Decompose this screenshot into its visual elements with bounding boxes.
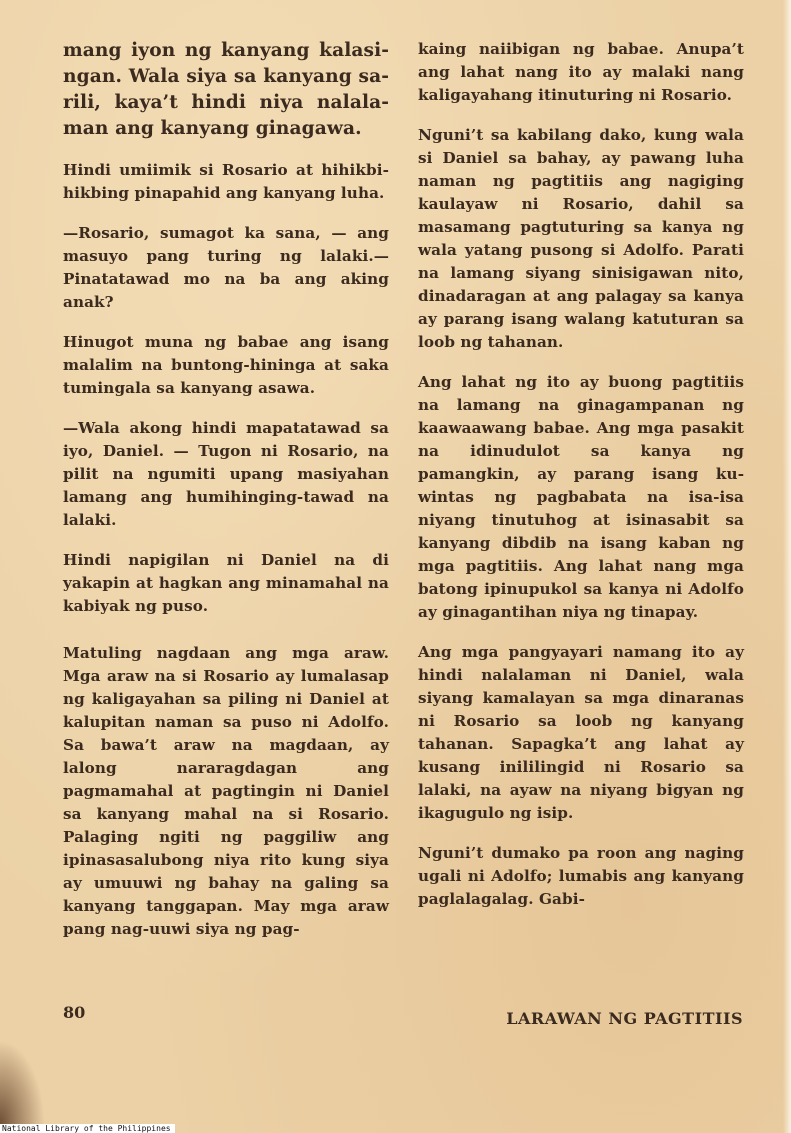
right-column [418, 38, 744, 911]
paragraph: mang iyon ng kanyang kalasingan. Wala siya sa kanyang sarili, kaya’t hindi niya nalalaman ang kanyang ginagawa. [63, 40, 389, 139]
page-edge [783, 0, 791, 1133]
paragraph: Ang lahat ng ito ay buong pagtitiis na lamang na ginagampanan ng kaawaawang babae. Ang mga pasakit na idinudulot sa kanya ng pamangkin, ay parang isang kuwintas ng pagbabata na isa-isa niyang tinutuhog at isinasabit sa kanyang dibdib na isang kaban ng mga pagtitiis. Ang lahat nang mga batong ipinupukol sa kanya ni Adolfo ay ginagantihan niya ng tinapay. [418, 373, 744, 621]
scan-credit: National Library of the Philippines [0, 1124, 175, 1133]
paragraph: —Wala akong hindi mapatatawad sa iyo, Daniel. — Tugon ni Rosario, na pilit na ngumiti upang masiyahan lamang ang humihinging-tawad na lalaki. [63, 419, 389, 529]
paragraph: —Rosario, sumagot ka sana, — ang masuyo pang turing ng lalaki.—Pinatatawad mo na ba ang aking anak? [63, 224, 389, 311]
paragraph: Ang mga pangyayari namang ito ay hindi nalalaman ni Daniel, wala siyang kamalayan sa mga dinaranas ni Rosario sa loob ng kanyang tahanan. Sapagka’t ang lahat ay kusang inililingid ni Rosario sa lalaki, na ayaw na niyang bigyan ng ikagugulo ng isip. [418, 643, 744, 822]
paragraph: Nguni’t sa kabilang dako, kung wala si Daniel sa bahay, ay pawang luha naman ng pagtitiis ang nagiging kaulayaw ni Rosario, dahil sa masamang pagtuturing sa kanya ng wala yatang pusong si Adolfo. Parati na lamang siyang sinisigawan nito, dinadaragan at ang palagay sa kanya ay parang isang walang katuturan sa loob ng tahanan. [418, 126, 744, 351]
running-head: LARAWAN NG PAGTITIIS [506, 1009, 743, 1028]
paragraph: Nguni’t dumako pa roon ang naging ugali ni Adolfo; lumabis ang kanyang paglalagalag. Gabi- [418, 844, 744, 908]
paragraph: Matuling nagdaan ang mga araw. Mga araw na si Rosario ay lumalasap ng kaligayahan sa piling ni Daniel at kalupitan naman sa puso ni Adolfo. Sa bawa’t araw na magdaan, ay lalong nararagdagan ang pagmamahal at pagtingin ni Daniel sa kanyang mahal na si Rosario. Palaging ngiti ng paggiliw ang ipinasasalubong niya rito kung siya ay umuuwi ng bahay na galing sa kanyang tanggapan. May mga araw pang nag-uuwi siya ng pag- [63, 644, 389, 938]
page-corner-stain [0, 1040, 45, 1124]
paragraph: Hindi umiimik si Rosario at hihikbi-hikbing pinapahid ang kanyang luha. [63, 161, 389, 202]
left-column [63, 38, 389, 941]
paragraph: Hindi napigilan ni Daniel na di yakapin at hagkan ang minamahal na kabiyak ng puso. [63, 551, 389, 615]
paragraph: kaing naiibigan ng babae. Anupa’t ang lahat nang ito ay malaki nang kaligayahang itinuturing ni Rosario. [418, 40, 744, 104]
paragraph: Hinugot muna ng babae ang isang malalim na buntong-hininga at saka tumingala sa kanyang asawa. [63, 333, 389, 397]
page-number: 80 [63, 1003, 86, 1022]
